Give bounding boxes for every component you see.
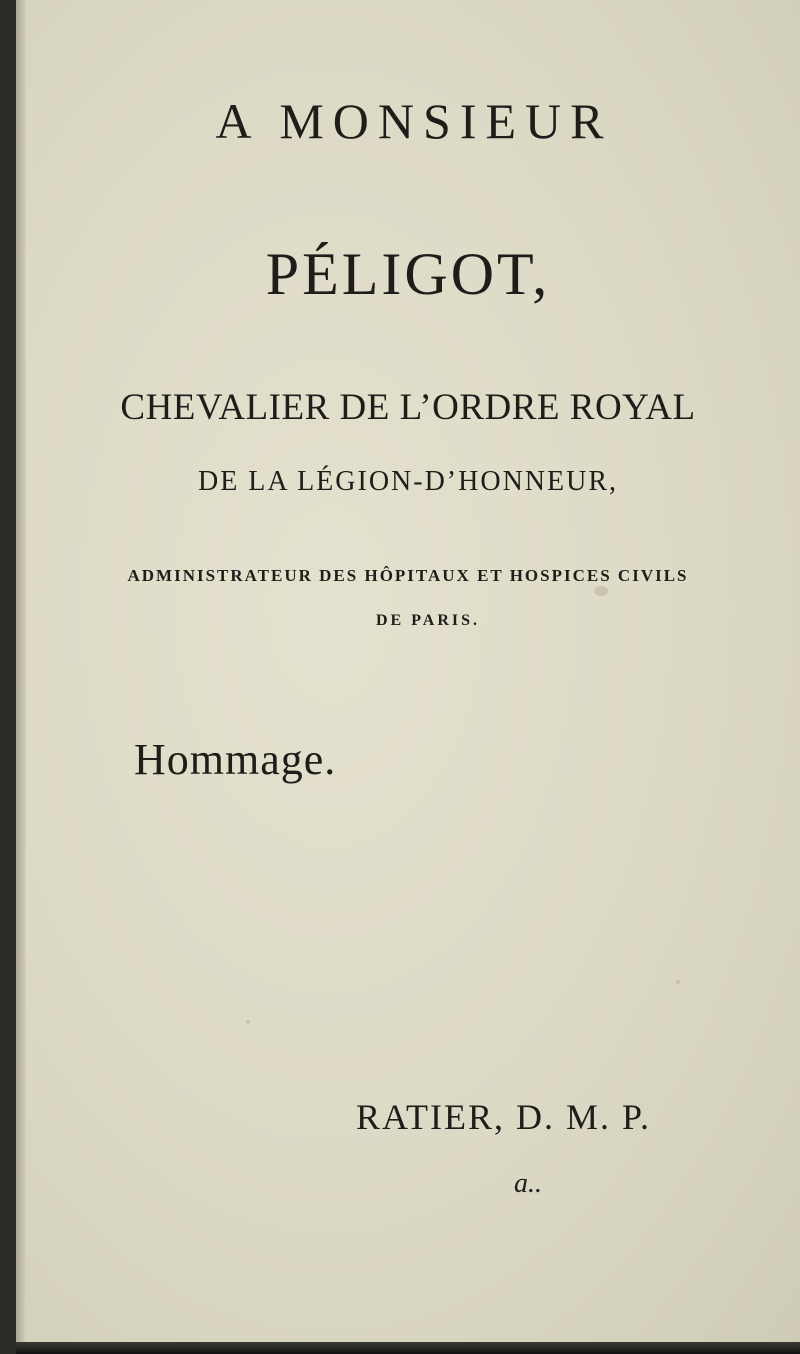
page-spine-shadow [16, 0, 26, 1342]
tribute-text: Hommage. [134, 735, 337, 784]
paper-stain [594, 586, 608, 596]
page-bottom-edge [16, 1342, 800, 1354]
author-signature: RATIER, D. M. P. [356, 1097, 652, 1137]
paper-stain [246, 1020, 250, 1024]
dedicatee-name: PÉLIGOT, [265, 241, 551, 307]
office-title-line-1: ADMINISTRATEUR DES HÔPITAUX ET HOSPICES CIVILS [127, 566, 689, 585]
book-page [16, 0, 800, 1342]
honor-title-line-1: CHEVALIER DE L’ORDRE ROYAL [120, 387, 696, 428]
honor-title-line-2: DE LA LÉGION-D’HONNEUR, [197, 466, 619, 497]
dedication-heading: A MONSIEUR [215, 93, 613, 149]
paper-stain [676, 980, 680, 984]
handwritten-annotation: a.. [514, 1168, 542, 1199]
office-title-line-2: DE PARIS. [375, 612, 481, 629]
